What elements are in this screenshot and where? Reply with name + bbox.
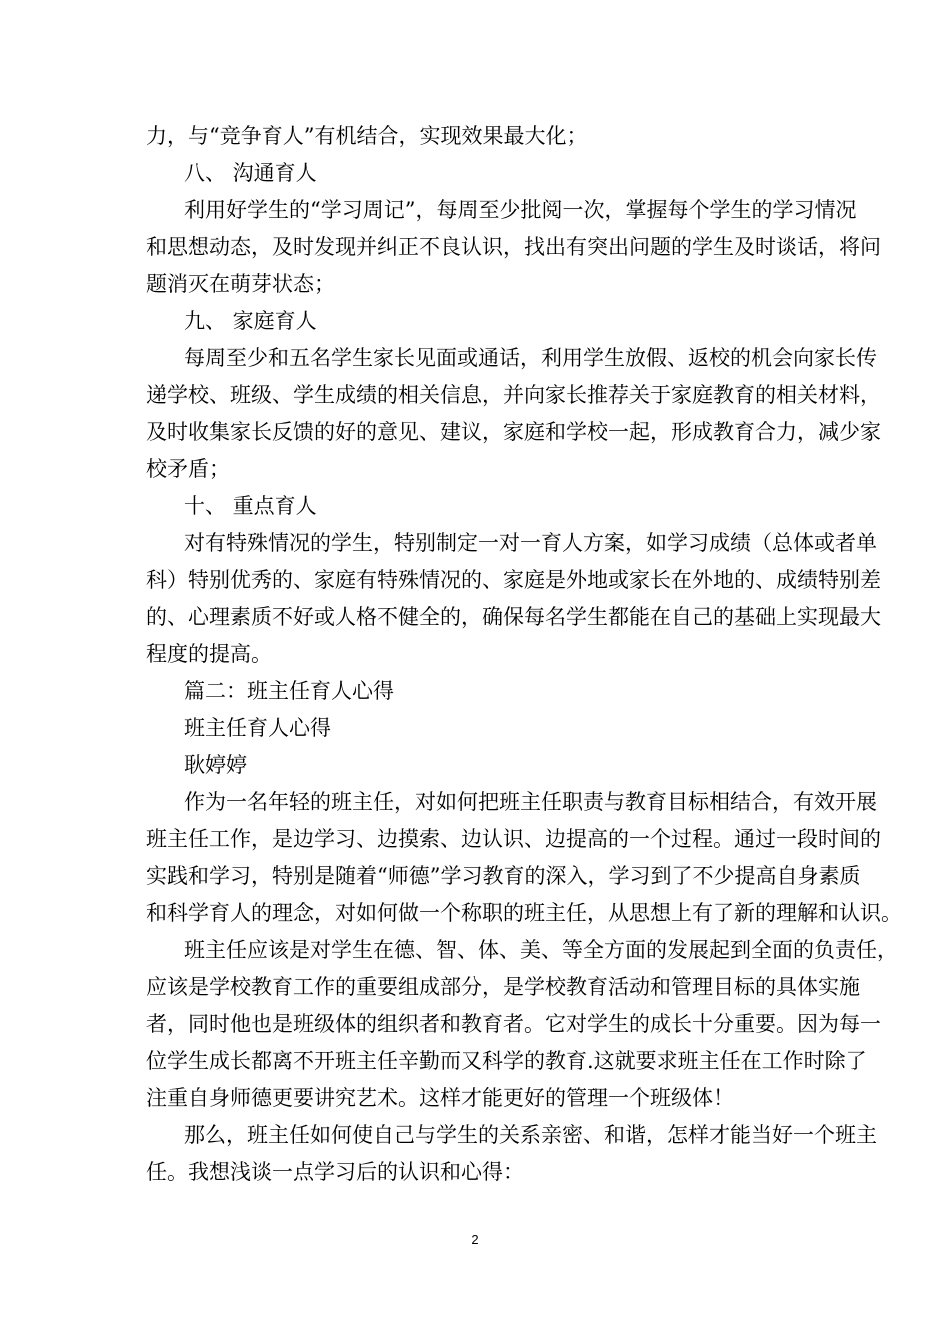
text-line: 班主任应该是对学生在德、智、体、美、等全方面的发展起到全面的负责任， xyxy=(184,938,898,962)
text-line: 任。我想浅谈一点学习后的认识和心得： xyxy=(146,1160,524,1184)
text-line: 题消灭在萌芽状态； xyxy=(146,272,335,296)
text-line: 耿婷婷 xyxy=(184,753,247,777)
text-line: 利用好学生的“学习周记”，每周至少批阅一次，掌握每个学生的学习情况 xyxy=(184,198,857,222)
text-line: 班主任工作，是边学习、边摸索、边认识、边提高的一个过程。通过一段时间的 xyxy=(146,827,881,851)
text-line: 的、心理素质不好或人格不健全的，确保每名学生都能在自己的基础上实现最大 xyxy=(146,605,881,629)
text-line: 及时收集家长反馈的好的意见、建议，家庭和学校一起，形成教育合力，减少家 xyxy=(146,420,881,444)
text-line: 作为一名年轻的班主任，对如何把班主任职责与教育目标相结合，有效开展 xyxy=(184,790,877,814)
text-line: 那么，班主任如何使自己与学生的关系亲密、和谐，怎样才能当好一个班主 xyxy=(184,1123,877,1147)
text-line: 对有特殊情况的学生，特别制定一对一育人方案，如学习成绩（总体或者单 xyxy=(184,531,877,555)
text-line: 篇二：班主任育人心得 xyxy=(184,679,394,703)
text-line: 实践和学习，特别是随着“师德”学习教育的深入，学习到了不少提高自身素质 xyxy=(146,864,861,888)
text-line: 递学校、班级、学生成绩的相关信息，并向家长推荐关于家庭教育的相关材料， xyxy=(146,383,881,407)
text-line: 十、 重点育人 xyxy=(184,494,317,518)
text-line: 班主任育人心得 xyxy=(184,716,331,740)
text-line: 八、 沟通育人 xyxy=(184,161,317,185)
page-number: 2 xyxy=(471,1232,479,1247)
text-line: 程度的提高。 xyxy=(146,642,272,666)
text-line: 位学生成长都离不开班主任辛勤而又科学的教育.这就要求班主任在工作时除了 xyxy=(146,1049,867,1073)
text-line: 应该是学校教育工作的重要组成部分，是学校教育活动和管理目标的具体实施 xyxy=(146,975,860,999)
text-line: 注重自身师德更要讲究艺术。这样才能更好的管理一个班级体！ xyxy=(146,1086,734,1110)
text-line: 九、 家庭育人 xyxy=(184,309,317,333)
text-line: 力，与“竞争育人”有机结合，实现效果最大化； xyxy=(146,124,588,148)
text-line: 者，同时他也是班级体的组织者和教育者。它对学生的成长十分重要。因为每一 xyxy=(146,1012,881,1036)
text-line: 每周至少和五名学生家长见面或通话，利用学生放假、返校的机会向家长传 xyxy=(184,346,877,370)
text-line: 和科学育人的理念，对如何做一个称职的班主任，从思想上有了新的理解和认识。 xyxy=(146,901,902,925)
document-body xyxy=(146,118,902,1191)
text-line: 科）特别优秀的、家庭有特殊情况的、家庭是外地或家长在外地的、成绩特别差 xyxy=(146,568,881,592)
text-line: 和思想动态，及时发现并纠正不良认识，找出有突出问题的学生及时谈话，将问 xyxy=(146,235,881,259)
text-line: 校矛盾； xyxy=(146,457,230,481)
